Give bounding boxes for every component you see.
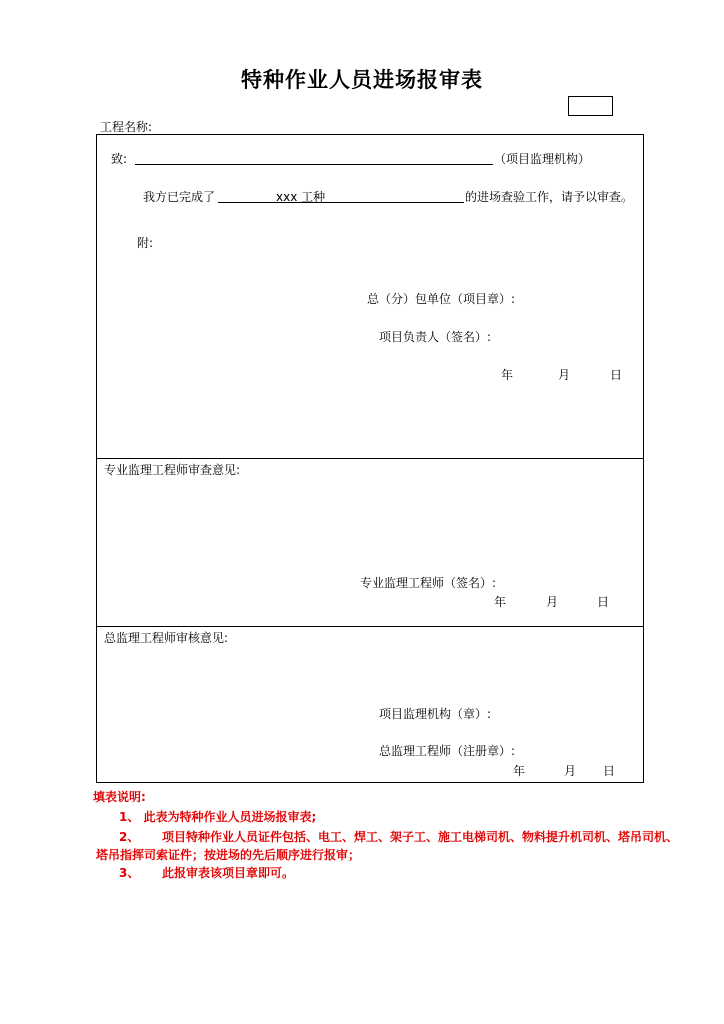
specialist-sign-label: 专业监理工程师（签名）: (360, 576, 497, 590)
section-divider-2 (97, 626, 643, 627)
to-label: 致: (111, 152, 128, 166)
form-number-box (568, 96, 613, 116)
chief-sign-label: 总监理工程师（注册章）: (379, 744, 516, 758)
note-item-3-number: 3、 (119, 866, 140, 880)
date-day-1: 日 (610, 368, 623, 382)
date-year-1: 年 (501, 368, 514, 382)
note-item-2-continued: 塔吊指挥司索证件；按进场的先后顺序进行报审； (96, 848, 361, 862)
date-month-3: 月 (564, 764, 577, 778)
note-item-1: 1、 此表为特种作业人员进场报审表; (119, 810, 317, 824)
project-manager-label: 项目负责人（签名）: (379, 330, 492, 344)
note-item-2-text: 项目特种作业人员证件包括、电工、焊工、架子工、施工电梯司机、物料提升机司机、塔吊司机、 (162, 830, 679, 844)
date-year-2: 年 (494, 595, 507, 609)
section-divider-1 (97, 458, 643, 459)
statement-prefix: 我方已完成了 (143, 190, 216, 204)
chief-opinion-label: 总监理工程师审核意见: (104, 631, 229, 645)
attachment-label: 附: (137, 236, 154, 250)
form-title: 特种作业人员进场报审表 (241, 68, 483, 92)
recipient-underline (135, 164, 493, 165)
project-name-label: 工程名称: (100, 120, 153, 134)
date-month-1: 月 (558, 368, 571, 382)
statement-suffix: 的进场查验工作，请予以审查。 (465, 190, 634, 204)
note-item-3-text: 此报审表该项目章即可。 (162, 866, 295, 880)
contractor-seal-label: 总（分）包单位（项目章）: (367, 292, 516, 306)
recipient-suffix: （项目监理机构） (494, 152, 591, 166)
form-table (96, 134, 644, 783)
notes-heading: 填表说明: (93, 790, 146, 804)
date-day-3: 日 (603, 764, 616, 778)
date-month-2: 月 (546, 595, 559, 609)
date-day-2: 日 (597, 595, 610, 609)
trade-underline (218, 202, 464, 203)
trade-value: xxx 工种 (276, 190, 326, 204)
date-year-3: 年 (513, 764, 526, 778)
note-item-2-number: 2、 (119, 830, 140, 844)
supervision-seal-label: 项目监理机构（章）: (379, 707, 492, 721)
specialist-opinion-label: 专业监理工程师审查意见: (104, 463, 241, 477)
